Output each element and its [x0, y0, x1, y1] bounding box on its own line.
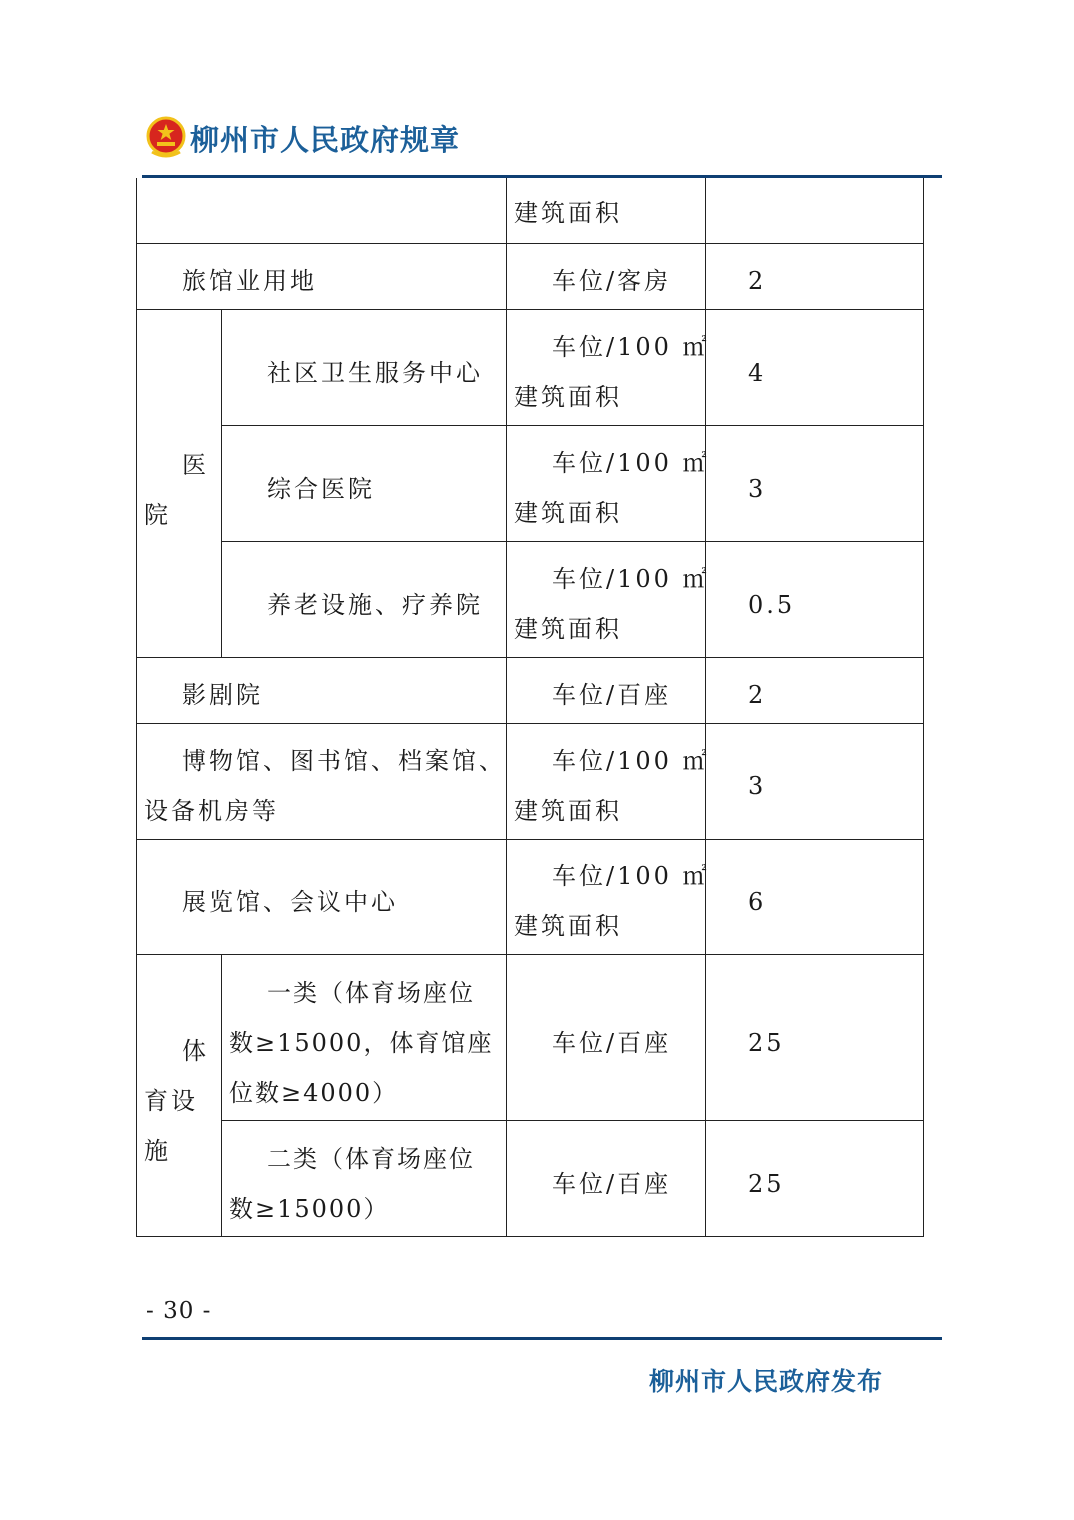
table-border-unit — [506, 178, 507, 1237]
table-group-label-sports: 体 育设 施 — [144, 1037, 209, 1165]
table-row-border — [136, 723, 924, 724]
table-group-label-hospital: 医 院 — [144, 451, 209, 529]
table-cell-value: 6 — [748, 888, 767, 916]
national-emblem-icon — [146, 116, 186, 158]
table-border-bottom — [136, 1236, 924, 1237]
table-cell-value: 2 — [748, 267, 767, 295]
table-row-border — [221, 425, 924, 426]
table-row-border — [136, 839, 924, 840]
table-cell-unit: 车位/百座 — [552, 681, 672, 709]
table-border-right — [923, 178, 924, 1237]
table-border-group — [221, 309, 222, 657]
table-cell-value: 25 — [748, 1029, 785, 1057]
table-cell-value: 3 — [748, 475, 767, 503]
table-cell-subtype: 养老设施、疗养院 — [267, 591, 483, 619]
table-cell-type: 博物馆、图书馆、档案馆、 设备机房等 — [144, 747, 506, 825]
table-cell-subtype: 社区卫生服务中心 — [267, 359, 483, 387]
table-row-border — [136, 309, 924, 310]
table-border-group — [221, 954, 222, 1237]
table-cell-subtype: 一类（体育场座位 数≥15000，体育馆座 位数≥4000） — [229, 979, 494, 1107]
table-cell-unit: 车位/客房 — [552, 267, 672, 295]
table-cell-unit: 车位/100 ㎡ 建筑面积 — [514, 565, 710, 643]
table-cell-unit: 建筑面积 — [514, 199, 622, 227]
table-cell-value: 4 — [748, 359, 767, 387]
footer-publisher: 柳州市人民政府发布 — [649, 1367, 884, 1396]
table-cell-unit: 车位/100 ㎡ 建筑面积 — [514, 862, 710, 940]
table-row-border — [136, 657, 924, 658]
table-cell-type: 旅馆业用地 — [182, 267, 317, 295]
table-cell-subtype: 综合医院 — [267, 475, 375, 503]
table-cell-unit: 车位/100 ㎡ 建筑面积 — [514, 747, 710, 825]
table-row-border — [221, 1120, 924, 1121]
parking-standard-table — [136, 178, 924, 1237]
table-cell-unit: 车位/百座 — [552, 1170, 672, 1198]
table-cell-value: 3 — [748, 772, 767, 800]
table-cell-subtype: 二类（体育场座位 数≥15000） — [229, 1145, 475, 1223]
table-row-border — [136, 243, 924, 244]
footer-divider — [142, 1337, 942, 1340]
table-row-border — [221, 541, 924, 542]
page-number: - 30 - — [146, 1298, 212, 1324]
table-cell-value: 2 — [748, 681, 767, 709]
table-cell-type: 展览馆、会议中心 — [182, 888, 398, 916]
table-cell-unit: 车位/100 ㎡ 建筑面积 — [514, 333, 710, 411]
table-cell-value: 25 — [748, 1170, 785, 1198]
table-cell-unit: 车位/100 ㎡ 建筑面积 — [514, 449, 710, 527]
table-cell-type: 影剧院 — [182, 681, 263, 709]
header-title: 柳州市人民政府规章 — [190, 123, 461, 157]
table-row-border — [136, 954, 924, 955]
table-cell-unit: 车位/百座 — [552, 1029, 672, 1057]
table-cell-value: 0.5 — [748, 591, 796, 619]
